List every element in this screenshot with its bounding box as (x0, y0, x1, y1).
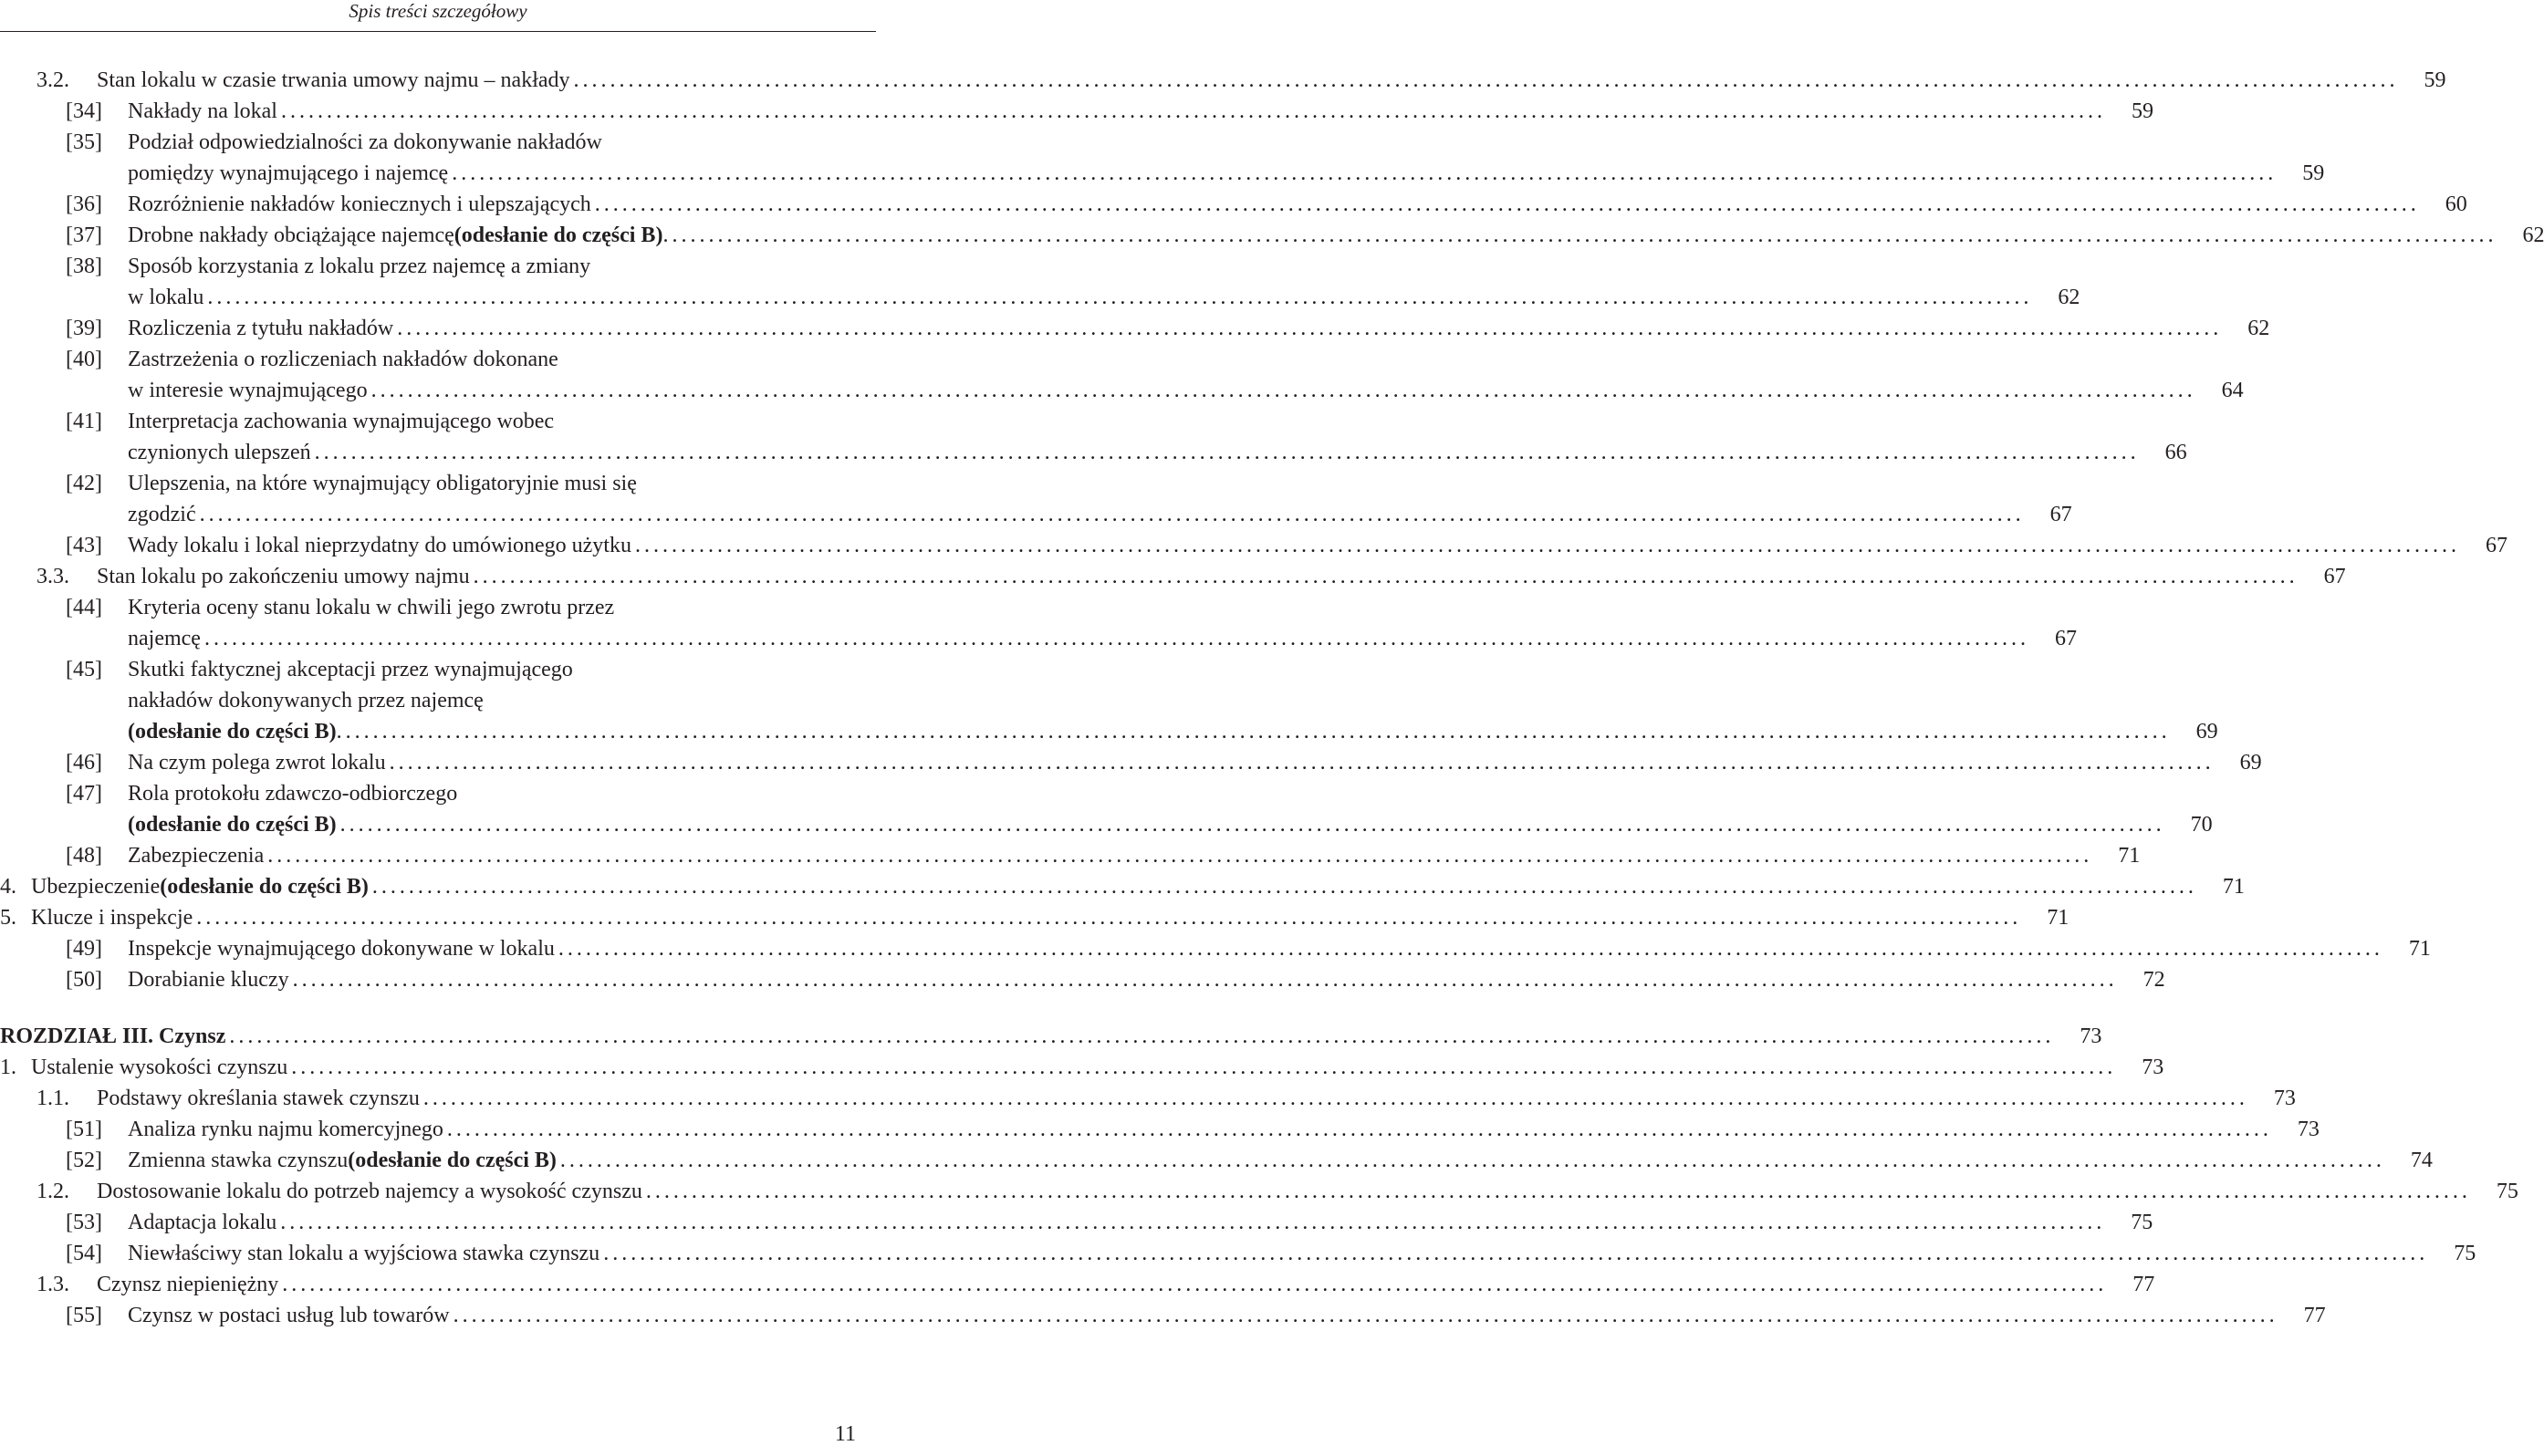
toc-entry-number: [50] (66, 968, 102, 992)
toc-entry-bold-title: (odesłanie do części B) (128, 720, 337, 744)
toc-entry (0, 964, 2165, 995)
toc-entry-page: 71 (2047, 906, 2070, 930)
toc-entry-line (0, 127, 872, 158)
toc-entry-page: 59 (2424, 68, 2446, 92)
toc-entry-title: najemcę (128, 627, 201, 650)
dot-leader: ........................................................................................................................................................................................................ (422, 1087, 2248, 1110)
toc-entry (0, 65, 2446, 96)
dot-leader: ........................................................................................................................................................................................................ (229, 1024, 2055, 1048)
toc-entry-title: Kryteria oceny stanu lokalu w chwili jego zwrotu przez (128, 596, 615, 619)
dot-leader: ........................................................................................................................................................................................................ (196, 906, 2022, 930)
table-of-contents (0, 65, 2544, 1331)
toc-entry-title: Sposób korzystania z lokalu przez najemcę a zmiany (128, 255, 591, 278)
toc-entry-line-final (0, 1269, 2155, 1300)
dot-leader: ........................................................................................................................................................................................................ (573, 68, 2399, 92)
toc-entry-title: Niewłaściwy stan lokalu a wyjściowa stawka czynszu (128, 1242, 600, 1265)
toc-entry-number: [55] (66, 1304, 102, 1327)
toc-entry-title: Stan lokalu w czasie trwania umowy najmu – nakłady (97, 68, 570, 92)
toc-entry-number: 1.3. (36, 1273, 69, 1296)
dot-leader: ........................................................................................................................................................................................................ (446, 1118, 2272, 1141)
toc-entry-number: 1. (0, 1056, 16, 1079)
toc-entry-page: 67 (2485, 534, 2508, 557)
dot-leader: ........................................................................................................................................................................................................ (594, 192, 2420, 216)
toc-entry-line (0, 685, 872, 716)
toc-entry (0, 220, 2544, 251)
toc-entry (0, 778, 2213, 840)
toc-entry-line-final (0, 809, 2213, 840)
toc-entry-title: Czynsz w postaci usług lub towarów (128, 1304, 450, 1327)
toc-entry (0, 251, 2080, 313)
toc-entry-line (0, 654, 872, 685)
toc-entry-line-final (0, 902, 2070, 933)
toc-entry-title: Rozliczenia z tytułu nakładów (128, 317, 394, 340)
toc-entry-bold-title: (odesłanie do części B) (348, 1149, 557, 1172)
toc-entry-title: Ustalenie wysokości czynszu (31, 1056, 288, 1079)
toc-entry-line-final (0, 1021, 2102, 1052)
toc-entry-line-final (0, 530, 2508, 561)
toc-entry-line-final (0, 964, 2165, 995)
dot-leader: ........................................................................................................................................................................................................ (280, 1211, 2106, 1234)
toc-entry-page: 77 (2303, 1304, 2326, 1327)
dot-leader: ........................................................................................................................................................................................................ (371, 875, 2197, 899)
dot-leader: ........................................................................................................................................................................................................ (672, 224, 2497, 247)
toc-entry (0, 127, 2325, 189)
toc-entry-bold-title: ROZDZIAŁ III. Czynsz (0, 1024, 226, 1048)
toc-entry-page: 77 (2132, 1273, 2155, 1296)
toc-entry (0, 1083, 2296, 1114)
toc-entry (0, 1145, 2433, 1176)
toc-entry-number: [42] (66, 472, 102, 495)
dot-leader: ........................................................................................................................................................................................................ (558, 937, 2383, 961)
toc-entry-title: Ulepszenia, na które wynajmujący obligatoryjnie musi się (128, 472, 637, 495)
section-gap (0, 995, 876, 1021)
toc-entry-number: [54] (66, 1242, 102, 1265)
toc-entry-line-final (0, 840, 2141, 871)
dot-leader: ........................................................................................................................................................................................................ (199, 503, 2025, 526)
toc-entry (0, 96, 2153, 127)
toc-entry-line-final (0, 1114, 2320, 1145)
toc-entry (0, 1021, 2102, 1052)
dot-leader: ........................................................................................................................................................................................................ (339, 813, 2165, 837)
toc-entry-number: [47] (66, 782, 102, 806)
toc-entry-title: w interesie wynajmującego (128, 379, 368, 402)
toc-entry-page: 60 (2445, 192, 2467, 216)
toc-entry-line-final (0, 1145, 2433, 1176)
toc-entry-number: [44] (66, 596, 102, 619)
toc-entry-title: nakładów dokonywanych przez najemcę (128, 689, 484, 712)
toc-entry-title: w lokalu (128, 286, 204, 309)
toc-entry-line-final (0, 96, 2153, 127)
toc-entry-page: 73 (2080, 1024, 2102, 1048)
toc-entry-number: 3.3. (36, 565, 69, 588)
dot-leader: ........................................................................................................................................................................................................ (207, 286, 2033, 309)
toc-entry (0, 344, 2244, 406)
toc-entry-number: [51] (66, 1118, 102, 1141)
toc-entry (0, 871, 2245, 902)
toc-entry-title: Podstawy określania stawek czynszu (97, 1087, 420, 1110)
toc-entry-line (0, 468, 872, 499)
toc-entry (0, 840, 2141, 871)
toc-entry-line-final (0, 716, 2218, 747)
toc-entry-page: 73 (2297, 1118, 2320, 1141)
toc-entry-title: Analiza rynku najmu komercyjnego (128, 1118, 443, 1141)
toc-entry-page: 71 (2408, 937, 2431, 961)
toc-entry-title: Inspekcje wynajmującego dokonywane w lokalu (128, 937, 555, 961)
toc-entry-number: [38] (66, 255, 102, 278)
toc-entry-page: 74 (2410, 1149, 2433, 1172)
toc-entry-suffix: . (336, 720, 342, 744)
toc-entry-line-final (0, 1083, 2296, 1114)
toc-entry-title: Ubezpieczenie (31, 875, 161, 899)
toc-entry-bold-title: (odesłanie do części B) (454, 224, 663, 247)
toc-entry-title: Dorabianie kluczy (128, 968, 289, 992)
dot-leader: ........................................................................................................................................................................................................ (345, 720, 2171, 744)
dot-leader: ........................................................................................................................................................................................................ (645, 1180, 2471, 1203)
toc-entry-bold-title: (odesłanie do części B) (160, 875, 369, 899)
dot-leader: ........................................................................................................................................................................................................ (267, 844, 2093, 868)
toc-entry (0, 1238, 2476, 1269)
toc-entry-line-final (0, 282, 2080, 313)
toc-entry-title: Skutki faktycznej akceptacji przez wynajmującego (128, 658, 573, 681)
toc-entry (0, 933, 2431, 964)
toc-entry-number: [36] (66, 192, 102, 216)
header-rule (0, 31, 876, 32)
dot-leader: ........................................................................................................................................................................................................ (559, 1149, 2385, 1172)
toc-entry-line-final (0, 933, 2431, 964)
toc-entry-page: 67 (2049, 503, 2072, 526)
toc-entry-title: pomiędzy wynajmującego i najemcę (128, 161, 449, 185)
toc-entry-title: Czynsz niepieniężny (97, 1273, 279, 1296)
toc-entry-title: Rola protokołu zdawczo-odbiorczego (128, 782, 458, 806)
toc-entry-page: 70 (2190, 813, 2213, 837)
toc-entry-line-final (0, 747, 2262, 778)
toc-entry-title: Na czym polega zwrot lokalu (128, 751, 386, 775)
toc-entry-page: 72 (2143, 968, 2165, 992)
toc-entry-line-final (0, 189, 2467, 220)
toc-entry-line-final (0, 1052, 2164, 1083)
toc-entry (0, 1176, 2518, 1207)
toc-entry (0, 1300, 2326, 1331)
toc-entry (0, 468, 2072, 530)
toc-entry-number: 4. (0, 875, 16, 899)
toc-entry-number: [40] (66, 348, 102, 371)
toc-entry (0, 747, 2262, 778)
toc-entry-line-final (0, 871, 2245, 902)
toc-entry (0, 1052, 2164, 1083)
toc-entry (0, 902, 2070, 933)
toc-entry-title: czynionych ulepszeń (128, 441, 311, 464)
toc-entry-title: Zastrzeżenia o rozliczeniach nakładów dokonane (128, 348, 558, 371)
dot-leader: ........................................................................................................................................................................................................ (473, 565, 2299, 588)
toc-entry-page: 75 (2454, 1242, 2476, 1265)
toc-entry-line-final (0, 437, 2187, 468)
toc-entry-line (0, 344, 872, 375)
toc-entry-title: Zmienna stawka czynszu (128, 1149, 349, 1172)
toc-entry-page: 67 (2323, 565, 2346, 588)
dot-leader: ........................................................................................................................................................................................................ (397, 317, 2223, 340)
toc-entry-page: 73 (2142, 1056, 2164, 1079)
toc-entry-title: Drobne nakłady obciążające najemcę (128, 224, 454, 247)
toc-entry-line (0, 251, 872, 282)
toc-entry (0, 1114, 2320, 1145)
toc-entry-number: [39] (66, 317, 102, 340)
dot-leader: ........................................................................................................................................................................................................ (291, 1056, 2117, 1079)
toc-entry (0, 654, 2218, 747)
toc-entry (0, 1269, 2155, 1300)
dot-leader: ........................................................................................................................................................................................................ (282, 1273, 2108, 1296)
toc-entry-number: [37] (66, 224, 102, 247)
toc-entry-page: 66 (2164, 441, 2187, 464)
dot-leader: ........................................................................................................................................................................................................ (280, 99, 2106, 123)
toc-entry-page: 62 (2058, 286, 2080, 309)
toc-entry (0, 530, 2508, 561)
toc-entry-line-final (0, 499, 2072, 530)
toc-entry (0, 592, 2077, 654)
toc-entry-line-final (0, 1176, 2518, 1207)
dot-leader: ........................................................................................................................................................................................................ (370, 379, 2196, 402)
toc-entry-page: 62 (2247, 317, 2270, 340)
toc-entry-page: 71 (2118, 844, 2141, 868)
toc-entry-number: [53] (66, 1211, 102, 1234)
toc-entry-bold-title: (odesłanie do części B) (128, 813, 337, 837)
toc-entry-line-final (0, 65, 2446, 96)
toc-entry-line-final (0, 623, 2077, 654)
toc-entry (0, 189, 2467, 220)
toc-entry-number: [35] (66, 130, 102, 154)
dot-leader: ........................................................................................................................................................................................................ (603, 1242, 2429, 1265)
toc-entry-title: Adaptacja lokalu (128, 1211, 277, 1234)
dot-leader: ........................................................................................................................................................................................................ (314, 441, 2140, 464)
toc-entry-line-final (0, 1300, 2326, 1331)
toc-entry (0, 313, 2270, 344)
toc-entry-line-final (0, 1207, 2153, 1238)
toc-entry-number: [48] (66, 844, 102, 868)
toc-entry-page: 71 (2222, 875, 2245, 899)
toc-entry (0, 561, 2346, 592)
toc-entry-page: 59 (2131, 99, 2153, 123)
toc-entry-number: 5. (0, 906, 16, 930)
toc-entry-page: 75 (2496, 1180, 2518, 1203)
toc-entry-title: Wady lokalu i lokal nieprzydatny do umówionego użytku (128, 534, 631, 557)
toc-entry-line (0, 592, 872, 623)
running-header: Spis treści szczegółowy (349, 0, 527, 22)
dot-leader: ........................................................................................................................................................................................................ (203, 627, 2029, 650)
toc-entry-page: 69 (2239, 751, 2262, 775)
toc-entry (0, 406, 2187, 468)
toc-entry-line-final (0, 220, 2544, 251)
toc-entry-number: [46] (66, 751, 102, 775)
toc-entry-title: Dostosowanie lokalu do potrzeb najemcy a wysokość czynszu (97, 1180, 642, 1203)
toc-entry-page: 73 (2273, 1087, 2296, 1110)
toc-entry-title: Zabezpieczenia (128, 844, 265, 868)
toc-entry-suffix: . (662, 224, 669, 247)
toc-entry-line-final (0, 561, 2346, 592)
toc-entry-page: 64 (2221, 379, 2244, 402)
toc-entry-line-final (0, 313, 2270, 344)
toc-entry-number: [43] (66, 534, 102, 557)
dot-leader: ........................................................................................................................................................................................................ (634, 534, 2460, 557)
toc-entry (0, 1207, 2153, 1238)
toc-entry-page: 59 (2302, 161, 2325, 185)
toc-entry-title: Klucze i inspekcje (31, 906, 193, 930)
toc-entry-number: [49] (66, 937, 102, 961)
toc-entry-line-final (0, 158, 2325, 189)
toc-entry-title: Podział odpowiedzialności za dokonywanie nakładów (128, 130, 602, 154)
toc-entry-title: Rozróżnienie nakładów koniecznych i ulepszających (128, 192, 591, 216)
toc-entry-title: zgodzić (128, 503, 196, 526)
toc-entry-page: 62 (2522, 224, 2544, 247)
toc-entry-page: 69 (2195, 720, 2218, 744)
toc-entry-title: Interpretacja zachowania wynajmującego wobec (128, 410, 555, 433)
toc-entry-number: [52] (66, 1149, 102, 1172)
toc-entry-page: 75 (2131, 1211, 2153, 1234)
toc-entry-line-final (0, 375, 2244, 406)
dot-leader: ........................................................................................................................................................................................................ (292, 968, 2118, 992)
dot-leader: ........................................................................................................................................................................................................ (389, 751, 2215, 775)
toc-entry-number: [45] (66, 658, 102, 681)
toc-entry-number: 3.2. (36, 68, 69, 92)
dot-leader: ........................................................................................................................................................................................................ (452, 161, 2278, 185)
dot-leader: ........................................................................................................................................................................................................ (453, 1304, 2278, 1327)
page-number: 11 (834, 1422, 856, 1446)
toc-entry-line (0, 406, 872, 437)
toc-entry-number: 1.2. (36, 1180, 69, 1203)
toc-entry-number: [34] (66, 99, 102, 123)
toc-entry-title: Stan lokalu po zakończeniu umowy najmu (97, 565, 470, 588)
toc-entry-page: 67 (2054, 627, 2077, 650)
toc-entry-number: 1.1. (36, 1087, 69, 1110)
toc-entry-line-final (0, 1238, 2476, 1269)
toc-entry-title: Nakłady na lokal (128, 99, 277, 123)
toc-entry-line (0, 778, 872, 809)
toc-entry-number: [41] (66, 410, 102, 433)
